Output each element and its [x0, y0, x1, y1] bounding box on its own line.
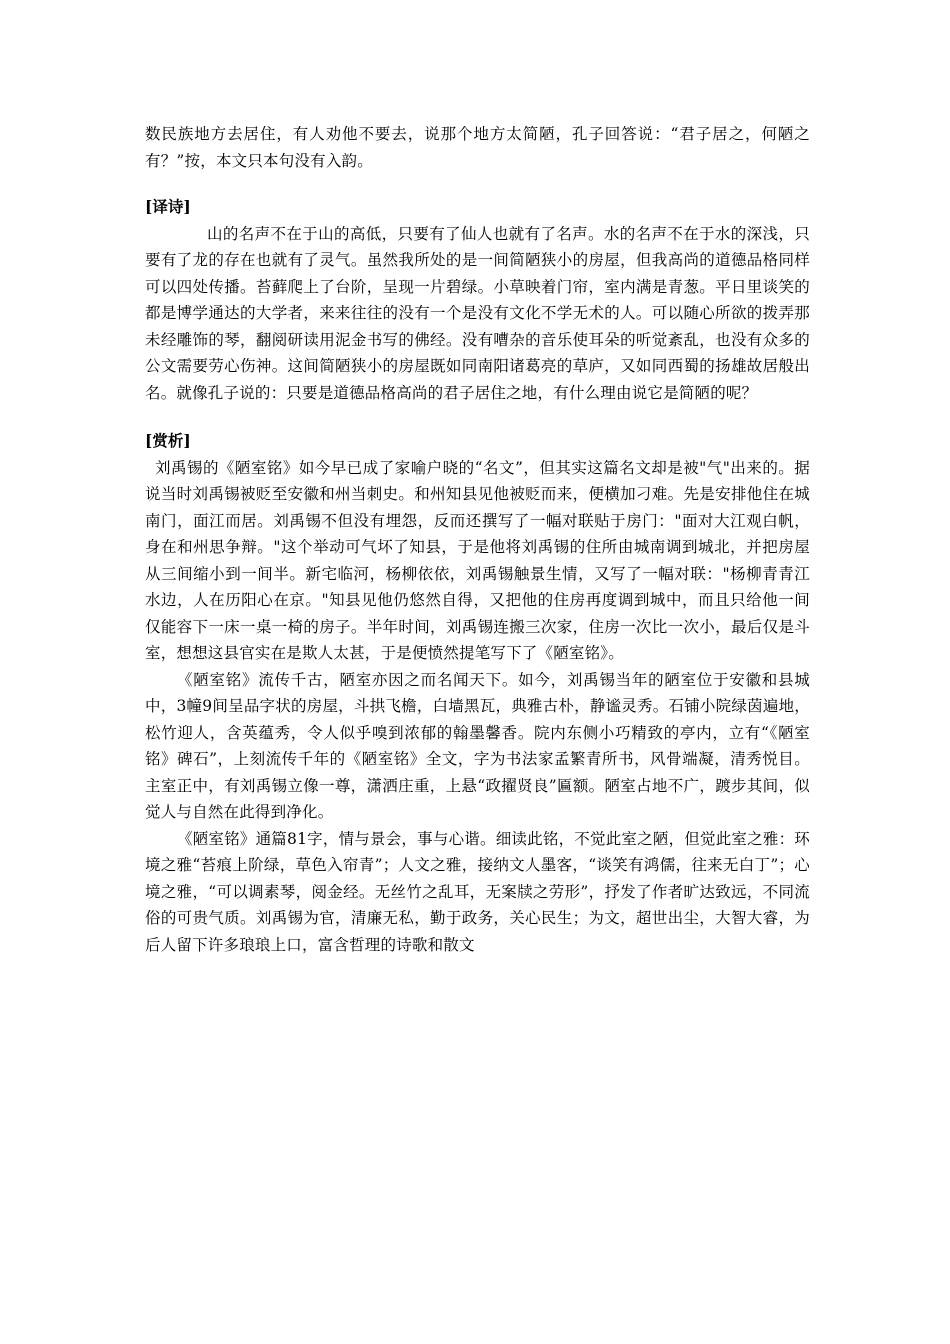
section-spacer — [145, 406, 810, 428]
translation-paragraph: 山的名声不在于山的高低，只要有了仙人也就有了名声。水的名声不在于水的深浅，只要有了龙的存在也就有了灵气。虽然我所处的是一间简陋狭小的房屋，但我高尚的道德品格同样可以四处传播。苔藓爬上了台阶，呈现一片碧绿。小草映着门帘，室内满是青葱。平日里谈笑的都是博学通达的大学者，来来往往的没有一个是没有文化不学无术的人。可以随心所欲的拨弄那未经雕饰的琴，翻阅研读用泥金书写的佛经。没有嘈杂的音乐使耳朵的听觉紊乱，也没有众多的公文需要劳心伤神。这间简陋狭小的房屋既如同南阳诸葛亮的草庐，又如同西蜀的扬雄故居般出名。就像孔子说的：只要是道德品格高尚的君子居住之地，有什么理由说它是简陋的呢？ — [145, 224, 810, 402]
appreciation-paragraph-3: 《陋室铭》通篇81字，情与景会，事与心谐。细读此铭，不觉此室之陋，但觉此室之雅：环境之雅“苔痕上阶绿，草色入帘青”；人文之雅，接纳文人墨客，“谈笑有鸿儒，往来无白丁”；心境之雅，“可以调素琴，阅金经。无丝竹之乱耳，无案牍之劳形”，抒发了作者旷达致远，不同流俗的可贵气质。刘禹锡为官，清廉无私，勤于政务，关心民生；为文，超世出尘，大智大睿，为后人留下许多琅琅上口，富含哲理的诗歌和散文 — [145, 829, 810, 954]
section-spacer — [145, 174, 810, 194]
appreciation-heading: [赏析] — [145, 431, 191, 450]
appreciation-paragraph-2: 《陋室铭》流传千古，陋室亦因之而名闻天下。如今，刘禹锡当年的陋室位于安徽和县城中，3幢9间呈品字状的房屋，斗拱飞檐，白墙黑瓦，典雅古朴，静谧灵秀。石铺小院绿茵遍地，松竹迎人，含英蕴秀，令人似乎嗅到浓郁的翰墨馨香。院内东侧小巧精致的亭内，立有“《陋室铭》碑石”，上刻流传千年的《陋室铭》全文，字为书法家孟繁青所书，风骨端凝，清秀悦目。主室正中，有刘禹锡立像一尊，潇洒庄重，上悬“政擢贤良”匾额。陋室占地不广，踱步其间，似觉人与自然在此得到净化。 — [145, 670, 810, 821]
intro-paragraph: 数民族地方去居住，有人劝他不要去，说那个地方太简陋，孔子回答说：“君子居之，何陋之有？”按，本文只本句没有入韵。 — [145, 125, 810, 170]
translation-heading: [译诗] — [145, 197, 191, 216]
document-page — [145, 121, 810, 958]
appreciation-paragraph-1: 刘禹锡的《陋室铭》如今早已成了家喻户晓的“名文”，但其实这篇名文却是被"气"出来的。据说当时刘禹锡被贬至安徽和州当刺史。和州知县见他被贬而来，便横加刁难。先是安排他住在城南门，面江而居。刘禹锡不但没有埋怨，反而还撰写了一幅对联贴于房门："面对大江观白帆，身在和州思争辩。"这个举动可气坏了知县，于是他将刘禹锡的住所由城南调到城北，并把房屋从三间缩小到一间半。新宅临河，杨柳依依，刘禹锡触景生情，又写了一幅对联："杨柳青青江水边，人在历阳心在京。"知县见他仍悠然自得，又把他的住房再度调到城中，而且只给他一间仅能容下一床一桌一椅的房子。半年时间，刘禹锡连搬三次家，住房一次比一次小，最后仅是斗室，想想这县官实在是欺人太甚，于是便愤然提笔写下了《陋室铭》。 — [145, 458, 810, 662]
